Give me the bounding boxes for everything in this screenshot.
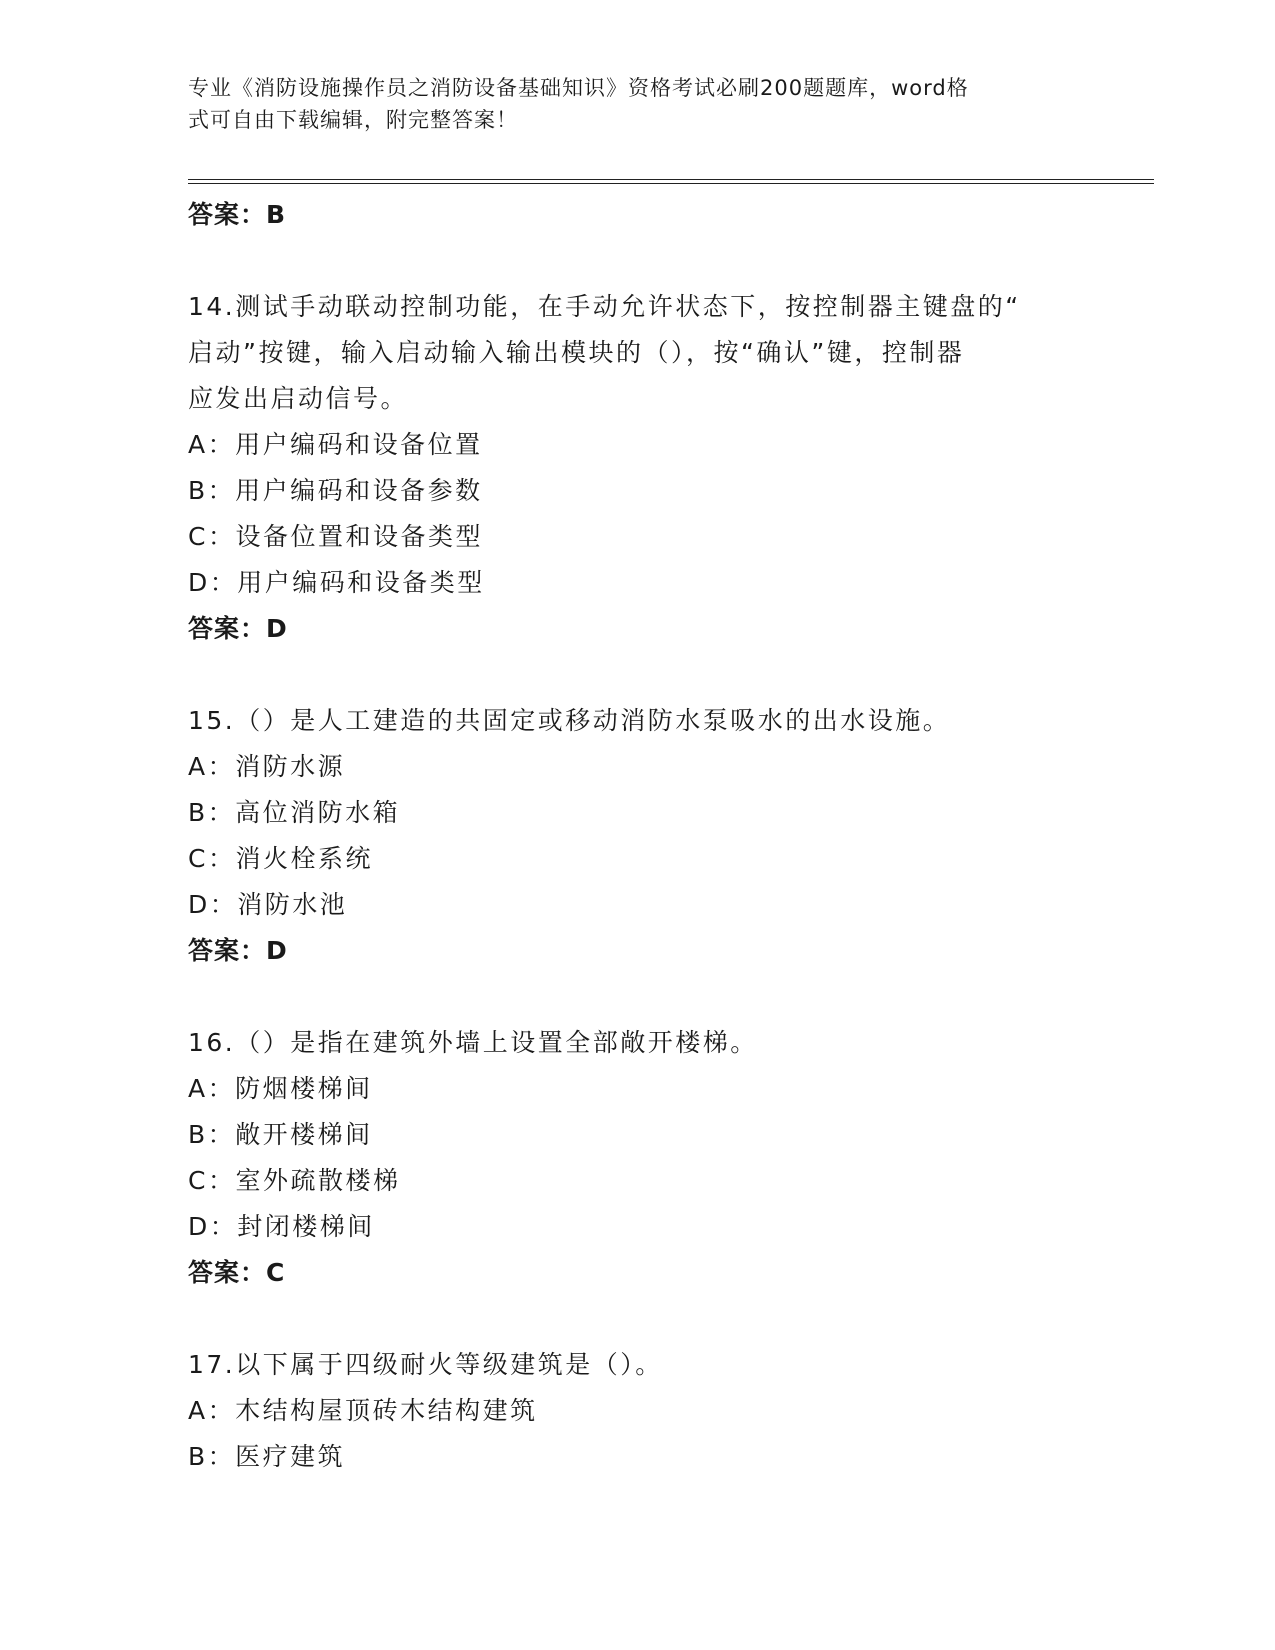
header-divider-bottom bbox=[188, 183, 1154, 184]
question-stem: 14.测试手动联动控制功能，在手动允许状态下，按控制器主键盘的“ bbox=[188, 292, 1021, 321]
question-14 bbox=[188, 284, 1088, 652]
answer-line: 答案：D bbox=[188, 614, 288, 643]
option-d: D：消防水池 bbox=[188, 890, 348, 919]
option-b: B：医疗建筑 bbox=[188, 1442, 346, 1471]
option-d: D：封闭楼梯间 bbox=[188, 1212, 375, 1241]
question-stem: 启动”按键，输入启动输入输出模块的（），按“确认”键，控制器 bbox=[188, 338, 965, 367]
spacer bbox=[188, 238, 1088, 284]
option-a: A：木结构屋顶砖木结构建筑 bbox=[188, 1396, 538, 1425]
question-17 bbox=[188, 1342, 1088, 1480]
option-a: A：防烟楼梯间 bbox=[188, 1074, 373, 1103]
option-c: C：消火栓系统 bbox=[188, 844, 373, 873]
option-d: D：用户编码和设备类型 bbox=[188, 568, 485, 597]
question-15 bbox=[188, 698, 1088, 974]
header-line-2: 式可自由下载编辑，附完整答案！ bbox=[188, 108, 518, 132]
header-line-1: 专业《消防设施操作员之消防设备基础知识》资格考试必刷200题题库，word格 bbox=[188, 76, 969, 100]
option-b: B：用户编码和设备参数 bbox=[188, 476, 483, 505]
answer-line: 答案：B bbox=[188, 200, 287, 229]
answer-line: 答案：C bbox=[188, 1258, 286, 1287]
question-16 bbox=[188, 1020, 1088, 1296]
document-header bbox=[188, 72, 1068, 136]
question-list bbox=[188, 192, 1088, 1480]
option-c: C：室外疏散楼梯 bbox=[188, 1166, 401, 1195]
option-a: A：用户编码和设备位置 bbox=[188, 430, 483, 459]
option-b: B：敞开楼梯间 bbox=[188, 1120, 373, 1149]
spacer bbox=[188, 1296, 1088, 1342]
question-stem: 17.以下属于四级耐火等级建筑是（）。 bbox=[188, 1350, 663, 1379]
question-stem: 16.（）是指在建筑外墙上设置全部敞开楼梯。 bbox=[188, 1028, 758, 1057]
option-c: C：设备位置和设备类型 bbox=[188, 522, 483, 551]
question-stem: 应发出启动信号。 bbox=[188, 384, 409, 413]
option-a: A：消防水源 bbox=[188, 752, 346, 781]
spacer bbox=[188, 652, 1088, 698]
spacer bbox=[188, 974, 1088, 1020]
option-b: B：高位消防水箱 bbox=[188, 798, 401, 827]
question-stem: 15.（）是人工建造的共固定或移动消防水泵吸水的出水设施。 bbox=[188, 706, 951, 735]
answer-line: 答案：D bbox=[188, 936, 288, 965]
header-divider-top bbox=[188, 179, 1154, 180]
